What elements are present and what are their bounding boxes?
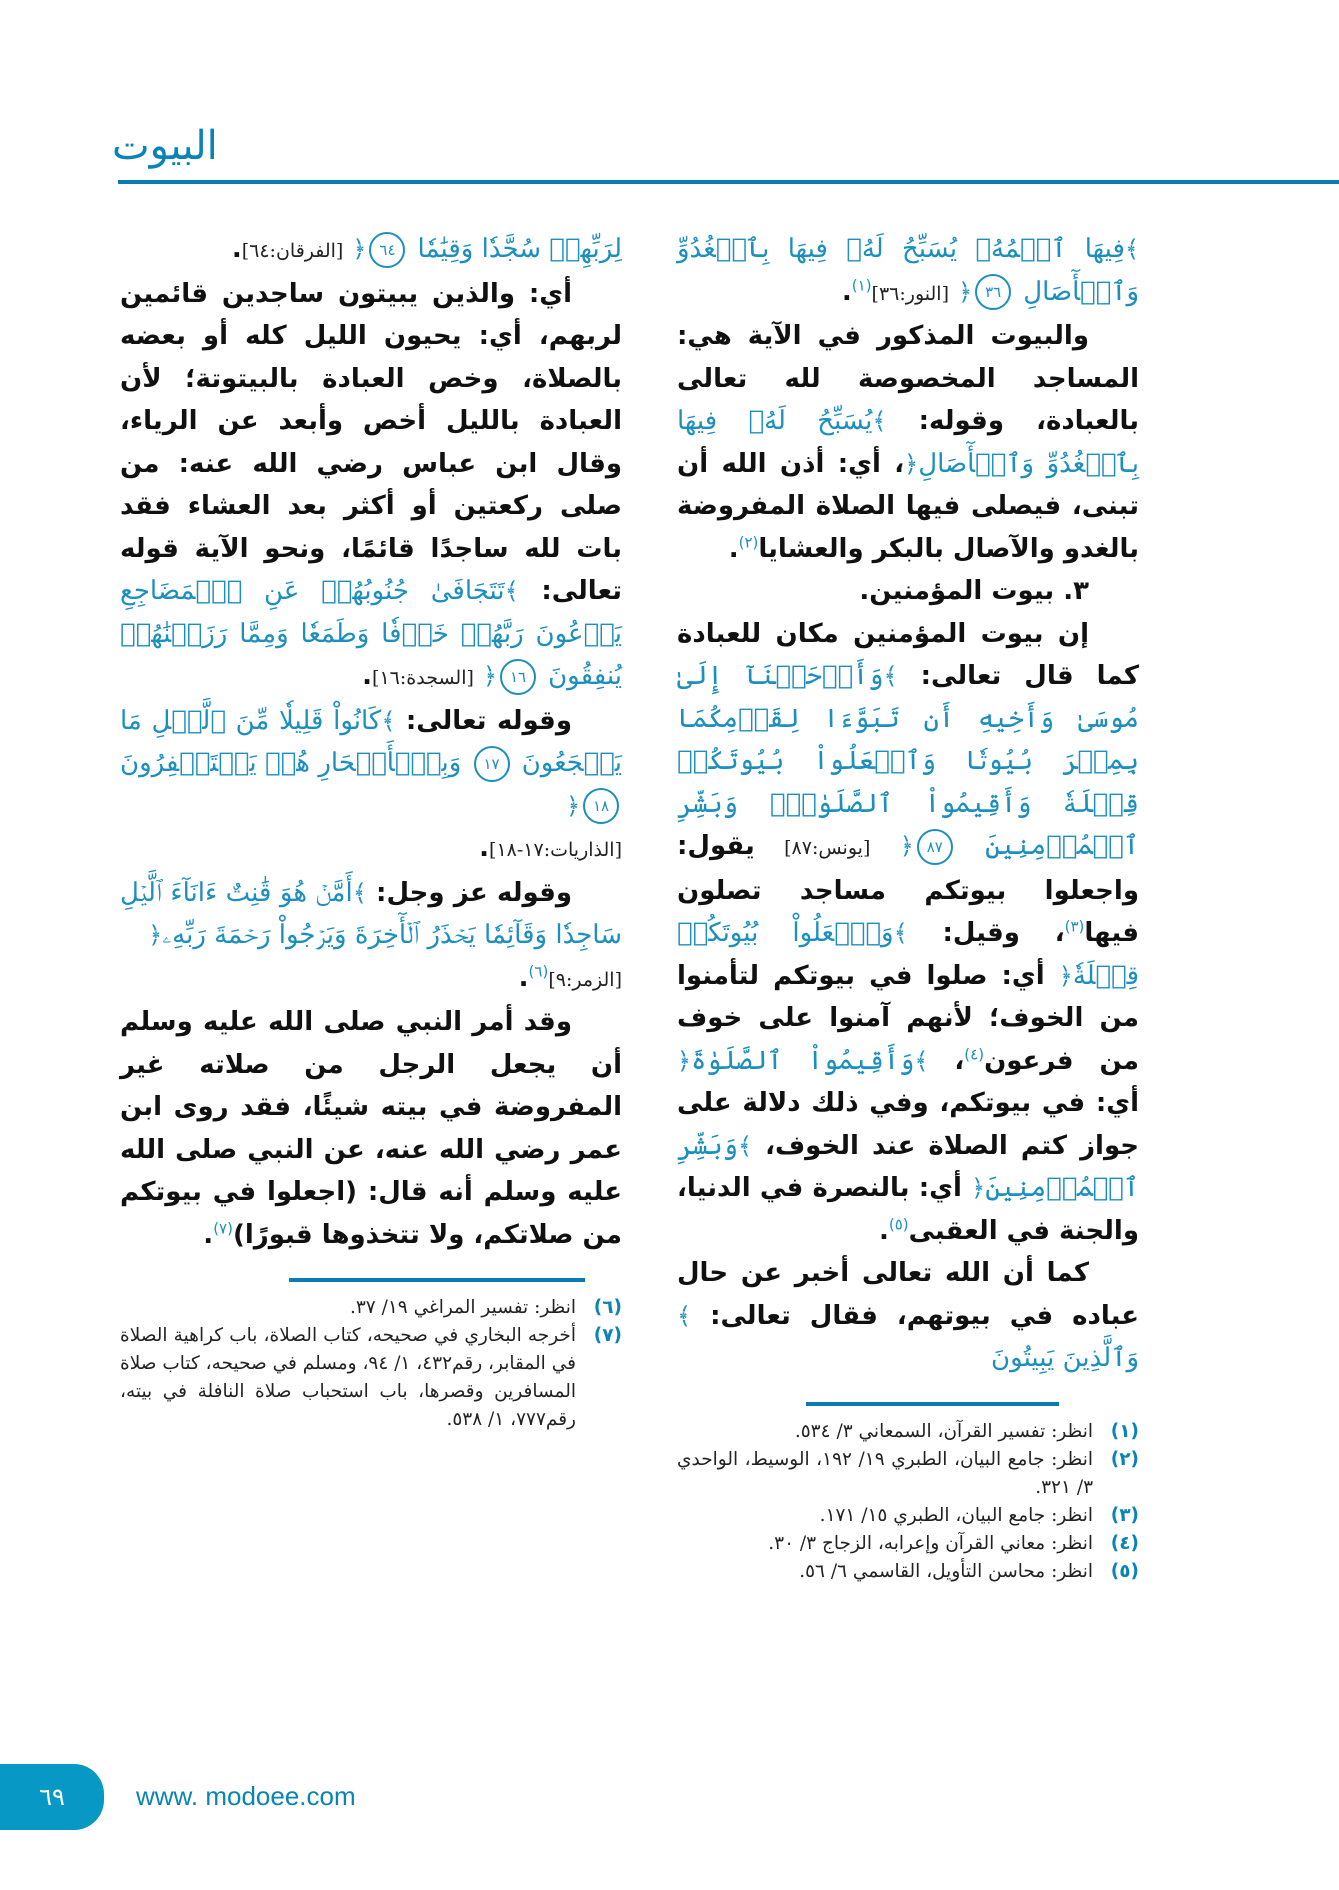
verse-number-medallion: ١٧ bbox=[474, 746, 510, 782]
footnote-number: (١) bbox=[1110, 1420, 1139, 1442]
footnote-rule bbox=[289, 1278, 585, 1282]
verse-text: وَٱلَّذِينَ يَبِيتُونَ bbox=[991, 1343, 1139, 1373]
body-text: ، وقيل: bbox=[942, 918, 1065, 948]
paragraph bbox=[120, 700, 622, 872]
footnote-text: انظر: تفسير المراغي ١٩/ ٣٧. bbox=[349, 1297, 576, 1318]
body-text: والبيوت المذكور في الآية هي: المساجد المخصوصة لله تعالى بالعبادة، وقوله: bbox=[677, 321, 1140, 436]
footnote bbox=[677, 1530, 1139, 1558]
footnote-marker[interactable]: (٥) bbox=[888, 1214, 909, 1233]
footnote-number: (٢) bbox=[1110, 1448, 1139, 1470]
ornate-bracket-open-icon: ﴾ bbox=[1124, 235, 1139, 263]
footnote-marker[interactable]: (٧) bbox=[213, 1218, 233, 1237]
body-text: وقوله عز وجل: bbox=[376, 877, 573, 908]
footnote-marker[interactable]: (١) bbox=[851, 275, 872, 294]
footnote-marker[interactable]: (٢) bbox=[738, 532, 759, 551]
quote-text: وَٱجۡعَلُواْ بُيُوتَكُمۡ قِبۡلَةٗ bbox=[677, 918, 1139, 991]
verse-reference: [السجدة:١٦] bbox=[372, 667, 474, 689]
paragraph bbox=[120, 872, 622, 1002]
ornate-bracket-open-icon: ﴾ bbox=[381, 706, 396, 735]
footnotes-left bbox=[120, 1294, 622, 1434]
quote-text: وَبَشِّرِ ٱلۡمُؤۡمِنِينَ bbox=[677, 1130, 1140, 1203]
ornate-bracket-open-icon: ﴾ bbox=[893, 919, 908, 947]
paragraph bbox=[120, 273, 622, 700]
footnote bbox=[677, 1446, 1139, 1502]
verse-reference: [الذاريات:١٧-١٨] bbox=[489, 839, 622, 861]
period: . bbox=[362, 661, 373, 691]
verse-text: فِيهَا ٱسۡمُهُۥ يُسَبِّحُ لَهُۥ فِيهَا بِٱلۡغُدُوِّ وَٱلۡأٓصَالِ bbox=[677, 234, 1139, 307]
body-text: أي: صلوا في بيوتكم لتأمنوا من الخوف؛ لأنهم آمنوا على خوف من فرعون bbox=[677, 960, 1140, 1076]
footnote bbox=[677, 1418, 1139, 1446]
verse-text: لِرَبِّهِمۡ سُجَّدٗا وَقِيَٰمٗا bbox=[417, 234, 622, 264]
quran-verse bbox=[677, 228, 1139, 315]
verse-text: تَتَجَافَىٰ جُنُوبُهُمۡ عَنِ ٱلۡمَضَاجِعِ يَدۡعُونَ رَبَّهُمۡ خَوۡفٗا وَطَمَعٗا وَمِمَّا رَزَقۡنَٰهُمۡ يُنفِقُونَ bbox=[120, 576, 622, 691]
quran-verse bbox=[120, 228, 622, 273]
footnote-number: (٧) bbox=[593, 1325, 622, 1346]
verse-text: كَانُواْ قَلِيلٗا مِّنَ ٱلَّيۡلِ مَا يَهۡجَعُونَ bbox=[120, 705, 622, 778]
footnote-marker[interactable]: (٦) bbox=[528, 961, 549, 980]
body-text: ، أي: أذن الله أن تبنى، فيصلى فيها الصلاة المفروضة بالغدو والآصال بالبكر والعشايا bbox=[677, 448, 1139, 564]
verse-number-medallion: ١٦ bbox=[500, 659, 536, 695]
footnote-area-right bbox=[677, 1402, 1139, 1586]
body-text: وقوله تعالى: bbox=[405, 705, 572, 736]
ornate-bracket-close-icon: ﴿ bbox=[899, 832, 914, 860]
body-text: أي: والذين يبيتون ساجدين قائمين لربهم، أي: يحيون الليل كله أو بعضه بالصلاة، وخص العبادة بالبيتوتة؛ لأن العبادة بالليل أخص وأبعد عن الرياء، وقال ابن عباس رضي الله عنه: من صلى ركعتين أو أكثر بعد العشاء فقد بات لله ساجدًا قائمًا، ونحو الآية قوله تعالى: bbox=[120, 278, 622, 606]
footnote-rule bbox=[806, 1402, 1059, 1406]
ornate-bracket-open-icon: ﴾ bbox=[677, 1301, 692, 1330]
footnote bbox=[120, 1294, 622, 1322]
quote-text: يُسَبِّحُ لَهُۥ فِيهَا بِٱلۡغُدُوِّ وَٱلۡأٓصَالِ bbox=[677, 406, 1140, 479]
page-number: ٦٩ bbox=[39, 1783, 65, 1811]
verse-number-medallion: ٨٧ bbox=[917, 829, 953, 865]
footnote-marker[interactable]: (٣) bbox=[1064, 917, 1085, 936]
footnotes-right bbox=[677, 1418, 1139, 1586]
footnote-text: انظر: جامع البيان، الطبري ١٩/ ١٩٢، الوسيط، الواحدي ٣/ ٣٢١. bbox=[677, 1448, 1093, 1498]
chapter-title: البيوت bbox=[112, 123, 218, 169]
ornate-bracket-open-icon: ﴾ bbox=[352, 878, 367, 907]
verse-text: وَأَوۡحَيۡنَآ إِلَىٰ مُوسَىٰ وَأَخِيهِ أَن تَبَوَّءَا لِقَوۡمِكُمَا بِمِصۡرَ بُيُوتٗا وَٱجۡعَلُواْ بُيُوتَكُمۡ قِبۡلَةٗ وَأَقِيمُواْ ٱلصَّلَوٰةَۗ وَبَشِّرِ ٱلۡمُؤۡمِنِينَ bbox=[677, 661, 1139, 861]
verse-number-medallion: ٦٤ bbox=[369, 232, 405, 268]
body-text: وقد أمر النبي صلى الله عليه وسلم أن يجعل الرجل من صلاته غير المفروضة في بيته شيئًا، فقد روى ابن عمر رضي الله عنه، عن النبي صلى الله عليه وسلم أنه قال: (اجعلوا في بيوتكم من صلاتكم، ولا تتخذوها قبورًا) bbox=[120, 1007, 622, 1250]
ornate-bracket-close-icon: ﴿ bbox=[971, 1174, 986, 1202]
ornate-bracket-open-icon: ﴾ bbox=[883, 662, 898, 690]
ornate-bracket-close-icon: ﴿ bbox=[565, 791, 580, 820]
footnote-text: أخرجه البخاري في صحيحه، كتاب الصلاة، باب كراهية الصلاة في المقابر، رقم٤٣٢، ١/ ٩٤، ومسلم في صحيحه، كتاب صلاة المسافرين وقصرها، باب استحباب صلاة النافلة في بيته، رقم٧٧٧، ١/ ٥٣٨. bbox=[120, 1325, 576, 1430]
footnote-number: (٣) bbox=[1110, 1504, 1139, 1526]
footnote-text: انظر: تفسير القرآن، السمعاني ٣/ ٥٣٤. bbox=[794, 1420, 1093, 1442]
period: . bbox=[878, 1215, 889, 1246]
body-text: أي: بالنصرة في الدنيا، والجنة في العقبى bbox=[677, 1173, 1139, 1246]
body-text: يقول: واجعلوا بيوتكم مساجد تصلون فيها bbox=[677, 831, 1139, 948]
footnote-text: انظر: محاسن التأويل، القاسمي ٦/ ٥٦. bbox=[799, 1560, 1093, 1582]
ornate-bracket-close-icon: ﴿ bbox=[958, 277, 973, 306]
period: . bbox=[728, 533, 739, 564]
footnote bbox=[120, 1322, 622, 1434]
footnote-number: (٤) bbox=[1110, 1532, 1139, 1554]
two-column-body bbox=[120, 228, 1139, 1586]
page-number-tab bbox=[0, 1764, 104, 1830]
ornate-bracket-open-icon: ﴾ bbox=[737, 1131, 752, 1160]
paragraph bbox=[677, 315, 1139, 570]
header-rule bbox=[118, 180, 1339, 184]
ornate-bracket-close-icon: ﴿ bbox=[482, 662, 498, 690]
footnote bbox=[677, 1502, 1139, 1530]
left-column-wrap bbox=[120, 228, 622, 1434]
footnote-area-left bbox=[120, 1278, 622, 1434]
paragraph bbox=[120, 1001, 622, 1256]
verse-reference: [يونس:٨٧] bbox=[784, 837, 871, 859]
body-text: كما أن الله تعالى أخبر عن حال عباده في بيوتهم، فقال تعالى: bbox=[677, 1258, 1139, 1331]
period: . bbox=[518, 962, 529, 993]
footnote-text: انظر: جامع البيان، الطبري ١٥/ ١٧١. bbox=[819, 1504, 1093, 1526]
footnote-text: انظر: معاني القرآن وإعرابه، الزجاج ٣/ ٣٠. bbox=[768, 1532, 1093, 1554]
ornate-bracket-close-icon: ﴿ bbox=[1058, 961, 1073, 990]
paragraph bbox=[677, 1252, 1139, 1380]
verse-text: وَبِٱلۡأَسۡحَارِ هُمۡ يَسۡتَغۡفِرُونَ bbox=[120, 748, 462, 778]
body-text: ، bbox=[954, 1045, 965, 1076]
footnote-marker[interactable]: (٤) bbox=[964, 1044, 985, 1063]
website-link[interactable]: www. modoee.com bbox=[136, 1781, 356, 1811]
ornate-bracket-open-icon: ﴾ bbox=[504, 577, 519, 605]
footnote-number: (٥) bbox=[1110, 1560, 1139, 1582]
ornate-bracket-close-icon: ﴿ bbox=[904, 449, 919, 478]
paragraph bbox=[677, 613, 1139, 1253]
right-column bbox=[677, 228, 1139, 1380]
period: . bbox=[841, 276, 852, 307]
left-column bbox=[120, 228, 622, 1256]
section-heading: ٣. بيوت المؤمنين. bbox=[859, 576, 1089, 606]
body-text: أي: في بيوتكم، وفي ذلك دلالة على جواز كتم الصلاة عند الخوف، bbox=[677, 1088, 1139, 1161]
footnote bbox=[677, 1558, 1139, 1586]
verse-reference: [النور:٣٦] bbox=[871, 282, 949, 305]
verse-reference: [الزمر:٩] bbox=[548, 968, 622, 991]
verse-number-medallion: ٣٦ bbox=[975, 274, 1011, 310]
body-text: إن بيوت المؤمنين مكان للعبادة كما قال تعالى: bbox=[677, 618, 1139, 691]
ornate-bracket-open-icon: ﴾ bbox=[872, 407, 887, 435]
ornate-bracket-close-icon: ﴿ bbox=[677, 1046, 692, 1075]
quote-text: وَأَقِيمُواْ ٱلصَّلَوٰةَ bbox=[691, 1045, 915, 1076]
right-column-wrap bbox=[677, 228, 1139, 1586]
ornate-bracket-close-icon: ﴿ bbox=[148, 921, 163, 949]
ornate-bracket-open-icon: ﴾ bbox=[914, 1046, 929, 1075]
period: . bbox=[479, 833, 490, 863]
footnote-number: (٦) bbox=[593, 1297, 622, 1318]
verse-text: أَمَّنۡ هُوَ قَٰنِتٌ ءَانَآءَ ٱلَّيۡلِ سَاجِدٗا وَقَآئِمٗا يَحۡذَرُ ٱلۡأٓخِرَةَ وَيَرۡجُواْ رَحۡمَةَ رَبِّهِۦ bbox=[120, 877, 622, 950]
period: . bbox=[203, 1219, 214, 1250]
verse-reference: [الفرقان:٦٤] bbox=[241, 240, 344, 262]
period: . bbox=[231, 234, 242, 264]
ornate-bracket-close-icon: ﴿ bbox=[352, 235, 367, 263]
verse-number-medallion: ١٨ bbox=[583, 788, 619, 824]
